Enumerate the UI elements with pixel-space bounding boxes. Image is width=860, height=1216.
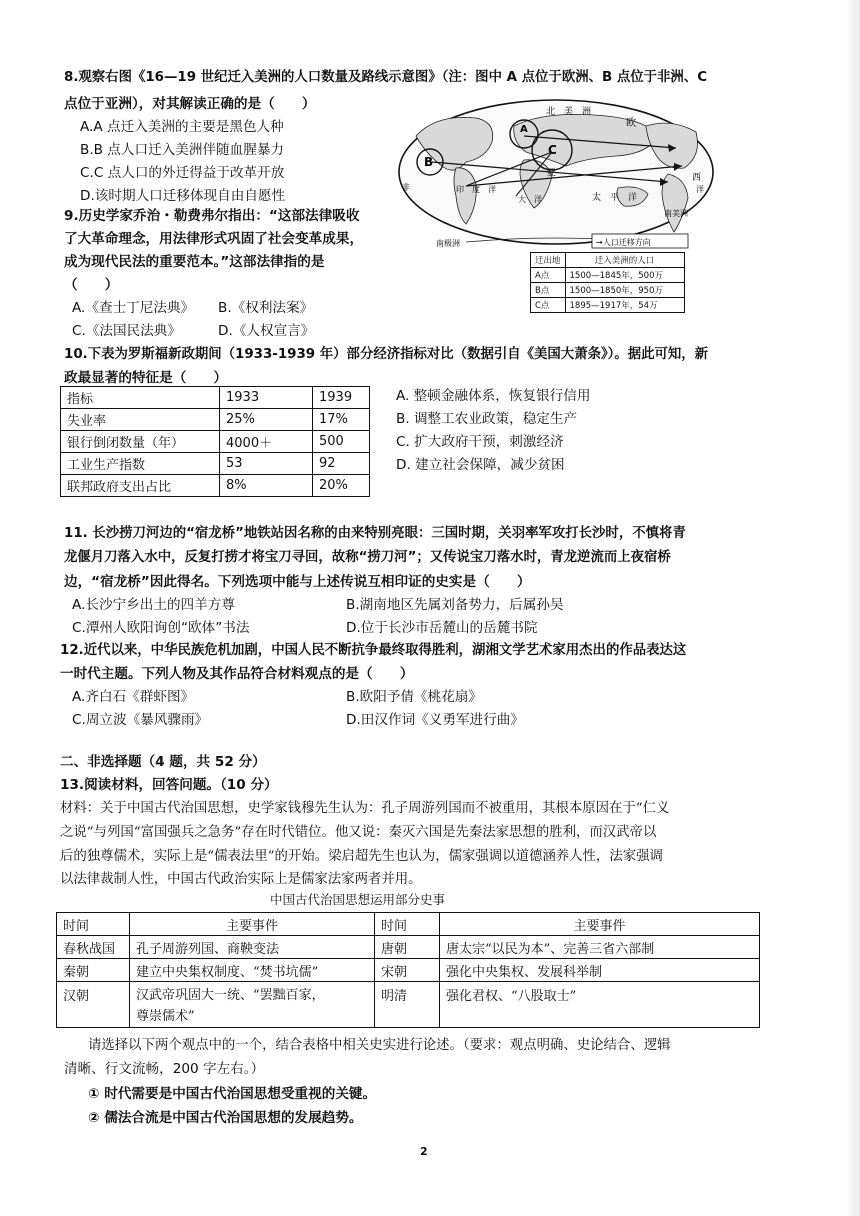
q13-table-title: 中国古代治国思想运用部分史事 xyxy=(270,892,446,907)
q10-option-a[interactable]: A. 整顿金融体系，恢复银行信用 xyxy=(396,388,591,404)
q12-option-a[interactable]: A.齐白石《群虾图》 xyxy=(72,689,195,705)
q8-option-d[interactable]: D.该时期人口迁移体现自由自愿性 xyxy=(80,188,286,204)
map-label-south-america: 南美洲 xyxy=(664,209,688,218)
map-label-asia: 亚 xyxy=(546,168,556,179)
q13-header: 时间 xyxy=(57,913,130,936)
q13-row xyxy=(57,982,760,1028)
q12-option-c[interactable]: C.周立波《暴风骤雨》 xyxy=(72,712,209,728)
q10-option-c[interactable]: C. 扩大政府干预，刺激经济 xyxy=(396,434,564,450)
q13-view-2: ② 儒法合流是中国古代治国思想的发展趋势。 xyxy=(88,1110,363,1126)
scan-edge xyxy=(846,0,860,1216)
map-label-pacific: 太 平 洋 xyxy=(592,193,638,203)
legend-cell: 1500—1850年，950万 xyxy=(565,283,684,298)
legend-row xyxy=(531,283,685,298)
q12-stem-line1: 12.近代以来，中华民族危机加剧，中国人民不断抗争最终取得胜利，湖湘文学艺术家用杰出的作品表达这 xyxy=(60,643,687,658)
q13-row xyxy=(57,936,760,959)
q9-option-d[interactable]: D.《人权宣言》 xyxy=(218,323,315,339)
q9-stem-line4: （ ） xyxy=(64,277,119,293)
q11-option-c[interactable]: C.潭州人欧阳询创“欧体”书法 xyxy=(72,620,250,636)
q10-cell: 500 xyxy=(313,431,370,453)
q9-stem-line3: 成为现代民法的重要范本。”这部法律指的是 xyxy=(64,254,325,270)
q13-material-line4: 以法律裁制人性，中国古代政治实际上是儒家法家两者并用。 xyxy=(60,872,422,887)
q13-cell: 汉朝 xyxy=(57,982,130,1028)
q13-header: 主要事件 xyxy=(440,913,760,936)
map-label-north-america: 北 美 洲 xyxy=(546,107,592,117)
q10-option-d[interactable]: D. 建立社会保障，减少贫困 xyxy=(396,457,565,473)
q10-stem-line1: 10.下表为罗斯福新政期间（1933-1939 年）部分经济指标对比（数据引自《美国大萧条》）。据此可知，新 xyxy=(64,347,709,362)
q13-header: 主要事件 xyxy=(130,913,375,936)
q11-option-d[interactable]: D.位于长沙市岳麓山的岳麓书院 xyxy=(346,620,538,636)
q13-prompt-line1: 请选择以下两个观点中的一个，结合表格中相关史实进行论述。（要求：观点明确、史论结合、逻辑 xyxy=(88,1038,671,1053)
q13-material-line3: 后的独尊儒术，实际上是“儒表法里”的开始。梁启超先生也认为，儒家强调以道德涵养人性，法家强调 xyxy=(60,849,663,864)
legend-header-row xyxy=(531,253,685,268)
q10-header: 1939 xyxy=(313,387,370,409)
q9-option-c[interactable]: C.《法国民法典》 xyxy=(72,323,181,339)
legend-cell: 1895—1917年，54万 xyxy=(565,298,684,313)
q8-option-a[interactable]: A.A 点迁入美洲的主要是黑色人种 xyxy=(80,119,284,135)
q8-stem-line1: 8.观察右图《16—19 世纪迁入美洲的人口数量及路线示意图》（注：图中 A 点位于欧洲、B 点位于非洲、C xyxy=(64,70,708,85)
q10-cell: 工业生产指数 xyxy=(61,453,220,475)
q8-option-b[interactable]: B.B 点人口迁入美洲伴随血腥暴力 xyxy=(80,142,285,158)
q13-cell: 唐朝 xyxy=(375,936,440,959)
q9-stem-line1: 9.历史学家乔治・勒费弗尔指出：“这部法律吸收 xyxy=(64,208,360,224)
legend-row xyxy=(531,268,685,283)
q8-option-c[interactable]: C.C 点人口的外迁得益于改革开放 xyxy=(80,165,285,181)
map-label-ocean: 洋 xyxy=(696,185,704,194)
legend-header: 迁出地 xyxy=(531,253,566,268)
q13-cell: 孔子周游列国、商鞅变法 xyxy=(130,936,375,959)
q8-stem-line2: 点位于亚洲），对其解读正确的是（ ） xyxy=(64,96,316,112)
q9-option-a[interactable]: A.《查士丁尼法典》 xyxy=(72,300,195,316)
q10-cell: 失业率 xyxy=(61,409,220,431)
q13-cell: 强化中央集权、发展科举制 xyxy=(440,959,760,982)
q10-cell: 17% xyxy=(313,409,370,431)
q13-material-line2: 之说”与列国“富国强兵之急务”存在时代错位。他又说：秦灭六国是先秦法家思想的胜利，而汉武帝以 xyxy=(60,825,657,840)
q10-stem-line2: 政最显著的特征是（ ） xyxy=(64,370,228,386)
map-point-b: B xyxy=(424,155,434,169)
q11-stem-line1: 11. 长沙捞刀河边的“宿龙桥”地铁站因名称的由来特别亮眼：三国时期，关羽率军攻打长沙时，不慎将青 xyxy=(64,526,686,541)
q10-row xyxy=(61,475,370,497)
q10-cell: 92 xyxy=(313,453,370,475)
q13-cell: 强化君权、“八股取士” xyxy=(440,982,760,1028)
map-point-a: A xyxy=(520,124,528,135)
legend-cell: C点 xyxy=(531,298,566,313)
q13-cell: 建立中央集权制度、“焚书坑儒” xyxy=(130,959,375,982)
q13-cell: 春秋战国 xyxy=(57,936,130,959)
q12-option-b[interactable]: B.欧阳予倩《桃花扇》 xyxy=(346,689,482,705)
q10-row xyxy=(61,453,370,475)
q10-row xyxy=(61,431,370,453)
map-label-africa: 非 xyxy=(402,183,410,192)
q11-option-b[interactable]: B.湖南地区先属刘备势力，后属孙吴 xyxy=(346,597,564,613)
q10-cell: 20% xyxy=(313,475,370,497)
q11-option-a[interactable]: A.长沙宁乡出土的四羊方尊 xyxy=(72,597,235,613)
q10-header: 指标 xyxy=(61,387,220,409)
q12-stem-line2: 一时代主题。下列人物及其作品符合材料观点的是（ ） xyxy=(60,666,414,682)
legend-cell: B点 xyxy=(531,283,566,298)
q11-stem-line2: 龙偃月刀落入水中，反复打捞才将宝刀寻回，故称“捞刀河”；又传说宝刀落水时，青龙逆流而上夜宿桥 xyxy=(64,550,671,565)
q10-option-b[interactable]: B. 调整工农业政策，稳定生产 xyxy=(396,411,578,427)
q13-material-line1: 材料：关于中国古代治国思想，史学家钱穆先生认为：孔子周游列国而不被重用，其根本原因在于“仁义 xyxy=(60,801,670,816)
q13-table xyxy=(56,912,760,1028)
map-label-west: 西 xyxy=(692,173,702,183)
q13-header: 时间 xyxy=(375,913,440,936)
q13-cell: 明清 xyxy=(375,982,440,1028)
q13-row xyxy=(57,959,760,982)
q10-cell: 银行倒闭数量（年） xyxy=(61,431,220,453)
q10-header: 1933 xyxy=(220,387,313,409)
q10-row xyxy=(61,409,370,431)
q12-option-d[interactable]: D.田汉作词《义勇军进行曲》 xyxy=(346,712,524,728)
q13-prompt-line2: 清晰、行文流畅，200 字左右。） xyxy=(64,1061,265,1077)
q10-cell: 53 xyxy=(220,453,313,475)
q10-table xyxy=(60,386,370,497)
q9-stem-line2: 了大革命理念，用法律形式巩固了社会变革成果， xyxy=(64,231,364,247)
q13-stem: 13.阅读材料，回答问题。（10 分） xyxy=(60,777,278,793)
legend-header: 迁入美洲的人口 xyxy=(565,253,684,268)
map-label-oceania: 大 洋 xyxy=(518,195,542,204)
map-label-indian: 印 度 洋 xyxy=(456,185,496,194)
q11-stem-line3: 边，“宿龙桥”因此得名。下列选项中能与上述传说互相印证的史实是（ ） xyxy=(64,574,531,590)
page-number: 2 xyxy=(420,1145,428,1158)
map-legend-table xyxy=(530,252,685,313)
map-label-antarctica: 南极洲 xyxy=(436,239,460,248)
map-point-c: C xyxy=(548,143,557,157)
q13-view-1: ① 时代需要是中国古代治国思想受重视的关键。 xyxy=(88,1086,377,1102)
legend-cell: 1500—1845年，500万 xyxy=(565,268,684,283)
map-label-europe: 欧 xyxy=(626,118,636,129)
q13-header-row xyxy=(57,913,760,936)
q10-cell: 8% xyxy=(220,475,313,497)
q13-cell-multiline xyxy=(130,982,375,1028)
migration-map xyxy=(396,96,722,262)
legend-row xyxy=(531,298,685,313)
q13-cell-line: 尊崇儒术” xyxy=(136,1009,195,1024)
q10-cell: 联邦政府支出占比 xyxy=(61,475,220,497)
q9-option-b[interactable]: B.《权利法案》 xyxy=(218,300,314,316)
map-route-legend: →人口迁移方向 xyxy=(596,238,651,247)
q10-header-row xyxy=(61,387,370,409)
q13-cell: 秦朝 xyxy=(57,959,130,982)
q13-cell-line: 汉武帝巩固大一统、“罢黜百家， xyxy=(136,988,325,1003)
q10-cell: 25% xyxy=(220,409,313,431)
legend-cell: A点 xyxy=(531,268,566,283)
q13-cell: 唐太宗“以民为本”、完善三省六部制 xyxy=(440,936,760,959)
q13-cell: 宋朝 xyxy=(375,959,440,982)
section2-title: 二、非选择题（4 题，共 52 分） xyxy=(60,754,266,770)
q10-cell: 4000＋ xyxy=(220,431,313,453)
